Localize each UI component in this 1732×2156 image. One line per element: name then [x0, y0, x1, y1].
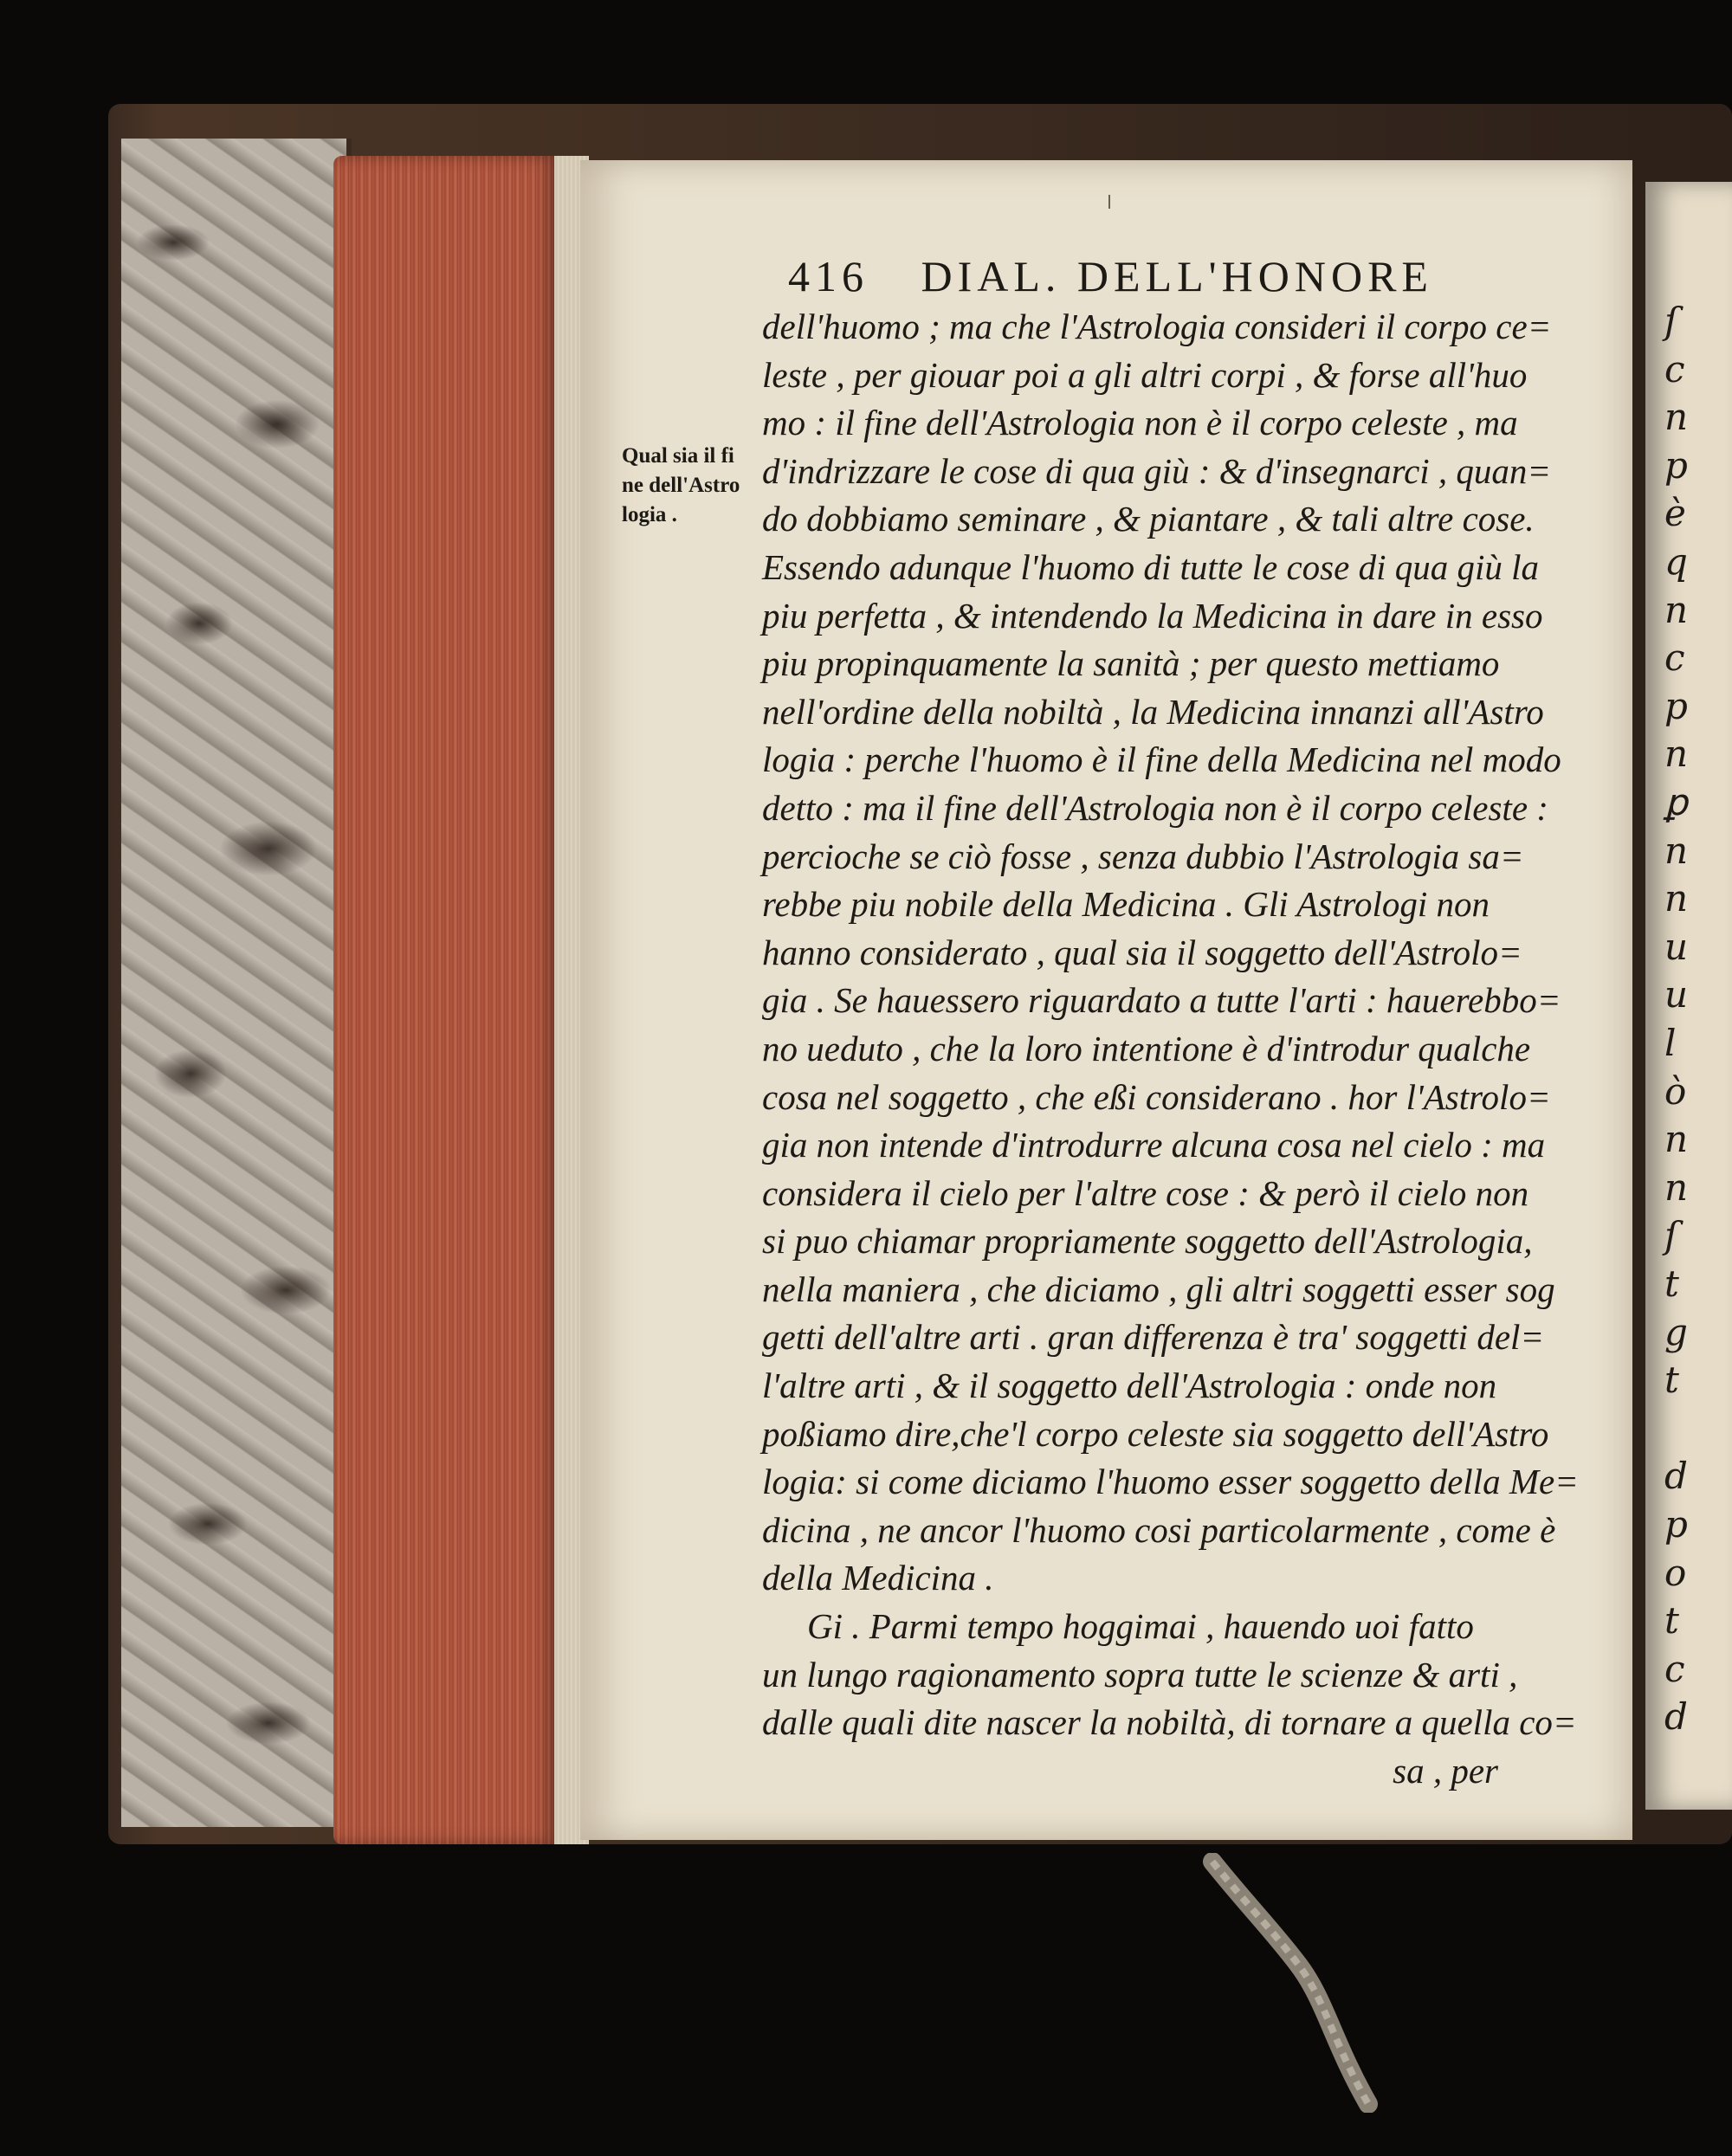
facing-page-fragment: l	[1664, 1022, 1677, 1064]
facing-page-fragment: u	[1664, 973, 1689, 1017]
text-line: d'indrizzare le cose di qua giù : & d'insegnarci , quan=	[762, 450, 1552, 491]
text-line: percioche se ciò fosse , senza dubbio l'Astrologia sa=	[762, 836, 1524, 876]
running-head	[788, 251, 1433, 301]
facing-page-fragment: ò	[1664, 1069, 1687, 1113]
text-line: della Medicina .	[762, 1558, 994, 1598]
text-line: detto : ma il fine dell'Astrologia non è il corpo celeste :	[762, 787, 1548, 828]
text-line: nell'ordine della nobiltà , la Medicina innanzi all'Astro	[762, 691, 1544, 732]
running-title: DIAL. DELL'HONORE	[921, 252, 1433, 300]
facing-page-fragment: n	[1664, 1165, 1689, 1209]
facing-page-fragment: q	[1664, 540, 1688, 583]
facing-page-fragment: ꝑ	[1664, 781, 1688, 823]
catchword: sa , per	[1393, 1750, 1498, 1791]
facing-page-fragment: n	[1664, 1118, 1689, 1161]
facing-page-fragment: p	[1664, 1503, 1688, 1546]
text-line: no ueduto , che la loro intentione è d'introdur qualche	[762, 1028, 1531, 1068]
facing-page-fragment: c	[1664, 1647, 1685, 1690]
text-line: getti dell'altre arti . gran differenza è tra' soggetti del=	[762, 1317, 1545, 1358]
facing-page-fragment: d	[1664, 1695, 1688, 1739]
facing-page-fragment: è	[1664, 492, 1686, 535]
page-number: 416	[788, 252, 869, 300]
facing-page-fragment: n	[1664, 396, 1689, 439]
facing-page-fragment: ſ	[1664, 1214, 1678, 1257]
ribbon-bookmark	[1195, 1853, 1394, 2113]
text-line: si puo chiamar propriamente soggetto dell'Astrologia,	[762, 1221, 1533, 1262]
body-text	[762, 303, 1585, 1795]
text-line: dalle quali dite nascer la nobiltà, di tornare a quella co=	[762, 1702, 1577, 1743]
text-line: leste , per giouar poi a gli altri corpi , & forse all'huo	[762, 354, 1528, 395]
text-line: dell'huomo ; ma che l'Astrologia consideri il corpo ce=	[762, 307, 1552, 346]
facing-page-fragment: d	[1664, 1455, 1688, 1498]
text-line: nella maniera , che diciamo , gli altri soggetti esser sog	[762, 1268, 1555, 1309]
margin-note-line: ne dell'Astro	[622, 474, 740, 497]
facing-page-fragment: t	[1664, 1359, 1679, 1402]
facing-page-fragment: n	[1664, 877, 1689, 920]
text-line: Gi . Parmi tempo hoggimai , hauendo uoi fatto	[807, 1606, 1474, 1647]
text-line: logia : perche l'huomo è il fine della Medicina nel modo	[762, 739, 1561, 780]
facing-page-fragment: g	[1664, 1310, 1688, 1353]
facing-page-fragment: p	[1664, 684, 1688, 727]
facing-page-fragment: c	[1664, 636, 1685, 680]
facing-page-fragment: o	[1664, 1551, 1687, 1594]
facing-page-fragment: n	[1664, 588, 1689, 631]
margin-note	[622, 442, 769, 530]
text-line: gia non intende d'introdurre alcuna cosa nel cielo : ma	[762, 1125, 1546, 1165]
red-page-edges	[333, 156, 559, 1844]
text-line: gia . Se hauessero riguardato a tutte l'arti : hauerebbo=	[762, 980, 1561, 1021]
text-line: do dobbiamo seminare , & piantare , & tali altre cose.	[762, 499, 1535, 539]
margin-note-line: logia .	[622, 503, 677, 526]
facing-page	[1645, 182, 1732, 1810]
text-line: piu propinquamente la sanità ; per questo mettiamo	[762, 643, 1500, 684]
text-line: considera il cielo per l'altre cose : & però il cielo non	[762, 1172, 1529, 1213]
facing-page-fragment: n	[1664, 829, 1689, 872]
page-mark	[1108, 195, 1110, 209]
facing-page-fragment: ſ	[1664, 300, 1678, 342]
facing-page-fragment: c	[1664, 347, 1685, 391]
margin-note-line: Qual sia il fi	[622, 444, 734, 468]
facing-page-fragment: u	[1664, 925, 1689, 968]
text-line: logia: si come diciamo l'huomo esser soggetto della Me=	[762, 1462, 1579, 1502]
facing-page-fragment: t	[1664, 1599, 1679, 1643]
text-line: l'altre arti , & il soggetto dell'Astrologia : onde non	[762, 1365, 1497, 1406]
text-line: cosa nel soggetto , che eßi considerano . hor l'Astrolo=	[762, 1076, 1551, 1117]
facing-page-fragment: p	[1664, 443, 1688, 487]
marbled-endpaper	[121, 139, 352, 1827]
text-line: mo : il fine dell'Astrologia non è il corpo celeste , ma	[762, 403, 1518, 443]
text-line: un lungo ragionamento sopra tutte le scienze & arti ,	[762, 1654, 1518, 1694]
text-line: dicina , ne ancor l'huomo cosi particolarmente , come è	[762, 1509, 1556, 1550]
text-line: poßiamo dire,che'l corpo celeste sia soggetto dell'Astro	[762, 1413, 1549, 1454]
facing-page-fragment: t	[1664, 1262, 1679, 1305]
facing-page-fragment: n	[1664, 733, 1689, 776]
text-line: piu perfetta , & intendendo la Medicina in dare in esso	[762, 595, 1543, 636]
text-line: hanno considerato , qual sia il soggetto dell'Astrolo=	[762, 932, 1522, 972]
text-line: Essendo adunque l'huomo di tutte le cose di qua giù la	[762, 546, 1539, 587]
text-line: rebbe piu nobile della Medicina . Gli Astrologi non	[762, 884, 1490, 925]
